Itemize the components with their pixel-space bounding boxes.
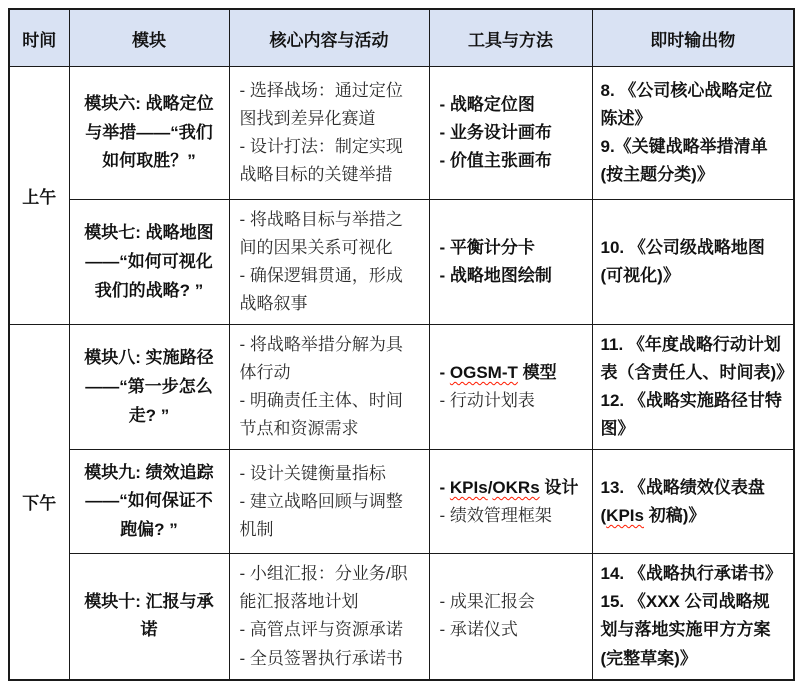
module-cell: 模块九: 绩效追踪——“如何保证不跑偏? ” xyxy=(69,450,229,554)
tools-cell xyxy=(429,325,592,450)
activities-cell xyxy=(229,450,429,554)
output-item: 15. 《XXX 公司战略规划与落地实施甲方方案 (完整草案)》 xyxy=(600,592,771,668)
activity-item: - 小组汇报：分业务/职能汇报落地计划 xyxy=(239,564,408,612)
output-item: 9.《关键战略举措清单 (按主题分类)》 xyxy=(600,137,768,185)
tool-item: - 行动计划表 xyxy=(439,391,535,411)
outputs-cell xyxy=(592,200,794,325)
spellcheck-underlined-text: KPIs xyxy=(449,477,488,497)
activity-item: - 选择战场：通过定位图找到差异化赛道 xyxy=(239,80,403,128)
tool-item: - 平衡计分卡 xyxy=(439,238,535,258)
module-cell: 模块八: 实施路径——“第一步怎么走? ” xyxy=(69,325,229,450)
tools-cell xyxy=(429,450,592,554)
activity-item: - 明确责任主体、时间节点和资源需求 xyxy=(239,391,403,439)
output-text: 初稿)》 xyxy=(643,505,706,525)
tool-item xyxy=(440,474,582,502)
tool-item: - 业务设计画布 xyxy=(439,122,552,142)
tool-item: - 承诺仪式 xyxy=(439,620,518,640)
activity-item: - 建立战略回顾与调整机制 xyxy=(239,491,403,539)
table-row-module7 xyxy=(9,200,794,325)
tool-item: - 成果汇报会 xyxy=(439,592,535,612)
outputs-cell xyxy=(592,67,794,200)
activities-cell xyxy=(229,325,429,450)
module-cell: 模块十: 汇报与承诺 xyxy=(69,554,229,680)
outputs-cell xyxy=(592,450,794,554)
activity-item: - 设计打法：制定实现战略目标的关键举措 xyxy=(239,137,403,185)
output-item: 8. 《公司核心战略定位陈述》 xyxy=(600,80,773,128)
output-item: 11. 《年度战略行动计划表（含责任人、时间表)》 xyxy=(600,335,794,383)
output-item: 10. 《公司级战略地图 (可视化)》 xyxy=(600,238,765,286)
tools-cell xyxy=(429,67,592,200)
tool-item: - 战略地图绘制 xyxy=(439,266,552,286)
outputs-cell xyxy=(592,325,794,450)
module-cell: 模块六: 战略定位与举措——“我们如何取胜？” xyxy=(69,67,229,200)
output-item: 14. 《战略执行承诺书》 xyxy=(600,564,782,584)
header-row xyxy=(9,9,794,67)
spellcheck-underlined-text: KPIs xyxy=(606,505,644,525)
header-cell-time: 时间 xyxy=(9,9,69,67)
tool-text: - xyxy=(439,477,450,497)
tools-cell xyxy=(429,200,592,325)
activity-item: - 设计关键衡量指标 xyxy=(239,463,386,483)
header-cell-tools: 工具与方法 xyxy=(429,9,592,67)
activity-item: - 高管点评与资源承诺 xyxy=(239,620,403,640)
module-cell: 模块七: 战略地图——“如何可视化我们的战略? ” xyxy=(69,200,229,325)
table-row-module8 xyxy=(9,325,794,450)
tool-item: - 价值主张画布 xyxy=(439,151,552,171)
activity-item: - 确保逻辑贯通，形成战略叙事 xyxy=(239,266,403,314)
output-item: 12. 《战略实施路径甘特图》 xyxy=(600,391,782,439)
spellcheck-underlined-text: OGSM-T xyxy=(449,363,518,383)
tool-item: - 战略定位图 xyxy=(439,94,535,114)
header-cell-activities: 核心内容与活动 xyxy=(229,9,429,67)
time-cell-afternoon: 下午 xyxy=(9,325,69,680)
header-cell-outputs: 即时输出物 xyxy=(592,9,794,67)
outputs-cell xyxy=(592,554,794,680)
activities-cell xyxy=(229,67,429,200)
activity-item: - 全员签署执行承诺书 xyxy=(239,648,403,668)
activity-item: - 将战略举措分解为具体行动 xyxy=(239,335,403,383)
tool-item: - 绩效管理框架 xyxy=(439,505,552,525)
header-cell-module: 模块 xyxy=(69,9,229,67)
activities-cell xyxy=(229,554,429,680)
table-row-module9 xyxy=(9,450,794,554)
tool-text: 设计 xyxy=(539,477,579,497)
time-cell-morning: 上午 xyxy=(9,67,69,325)
tool-item xyxy=(440,359,582,387)
table-row-module6 xyxy=(9,67,794,200)
output-text: 13. 《战略绩效仪表盘 ( xyxy=(600,477,765,525)
spellcheck-underlined-text: OKRs xyxy=(492,477,540,497)
tool-text: / xyxy=(487,477,493,497)
output-item xyxy=(601,474,786,530)
table-row-module10 xyxy=(9,554,794,680)
tool-text: 模型 xyxy=(517,363,557,383)
activities-cell xyxy=(229,200,429,325)
tool-text: - xyxy=(439,363,450,383)
tools-cell xyxy=(429,554,592,680)
activity-item: - 将战略目标与举措之间的因果关系可视化 xyxy=(239,210,403,258)
workshop-agenda-table xyxy=(8,8,795,681)
